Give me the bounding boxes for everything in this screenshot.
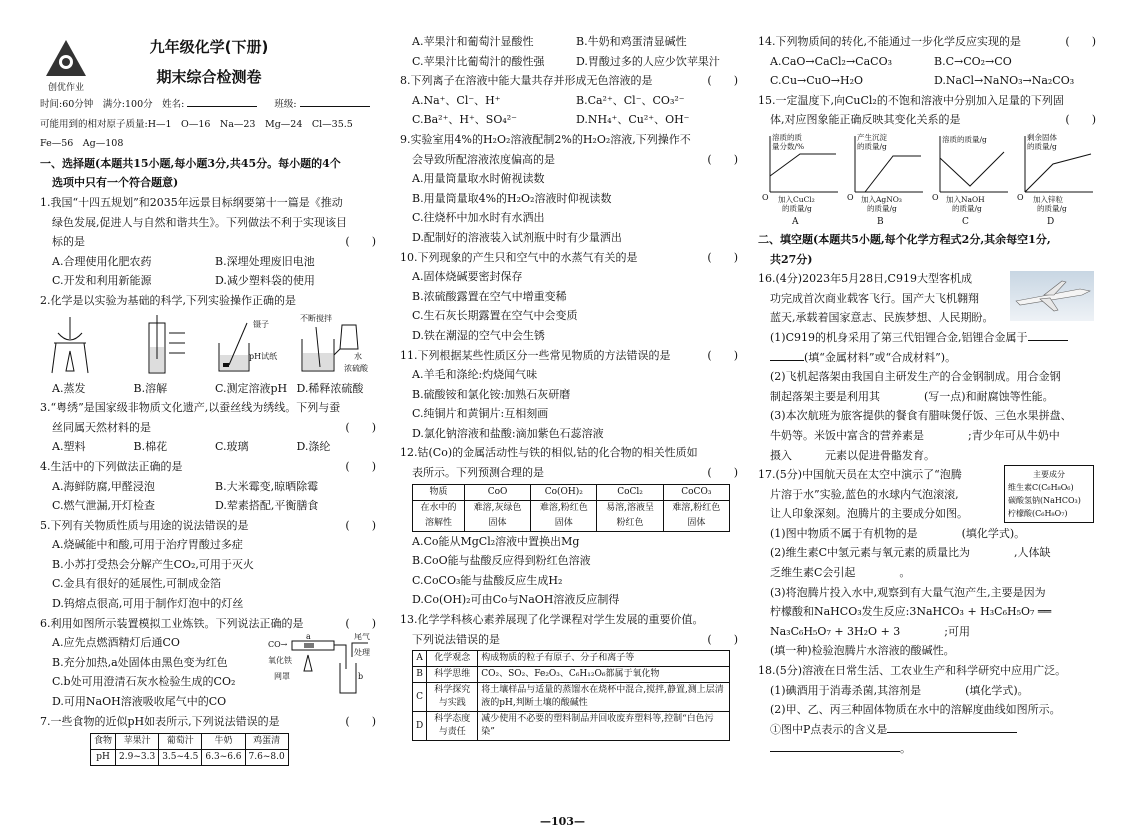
table-cell: 减少使用不必要的塑料制品并回收废弃塑料等,控制“白色污染”	[478, 712, 730, 741]
q17-line-8: 柠檬酸和NaHCO₃发生反应:3NaHCO₃ + H₃C₆H₅O₇ ══	[770, 605, 1052, 619]
table-row	[413, 500, 730, 516]
table-row	[413, 683, 730, 712]
q3-option-b[interactable]: B.棉花	[133, 440, 168, 454]
table-row	[413, 651, 730, 667]
graph-a-letter: A	[792, 216, 799, 227]
q4-stem-text: 4.生活中的下列做法正确的是	[40, 459, 183, 473]
q12-stem-2	[400, 463, 740, 483]
q14-stem	[758, 32, 1098, 52]
q8-option-d[interactable]: D.NH₄⁺、Cu²⁺、OH⁻	[576, 113, 690, 127]
graph-d-letter: D	[1047, 216, 1055, 227]
q6-option-d[interactable]: D.可用NaOH溶液吸收尾气中的CO	[52, 695, 227, 709]
section1-title-2: 选项中只有一个符合题意)	[52, 176, 179, 190]
q10-option-d[interactable]: D.铁在潮湿的空气中会生锈	[412, 328, 545, 342]
graph-b-ylabel: 产生沉淀	[857, 132, 887, 142]
q16-line-4-text: (1)C919的机身采用了第三代铝锂合金,铝锂合金属于	[770, 330, 1028, 344]
effervescent-ingredients-box	[1004, 465, 1094, 523]
exam-info	[40, 94, 378, 115]
q15-stem-2-text: 体,对应图象能正确反映其变化关系的是	[770, 113, 961, 127]
q7-options-ab	[400, 32, 740, 52]
title-exam: 期末综合检测卷	[156, 68, 262, 86]
q6-option-c[interactable]: C.b处可用澄清石灰水检验生成的CO₂	[52, 675, 236, 689]
table-cell: 科学探究与实践	[427, 683, 478, 712]
table-cell: 在水中的	[413, 500, 465, 516]
q5-stem-text: 5.下列有关物质性质与用途的说法错误的是	[40, 518, 249, 532]
q7-option-d[interactable]: D.胃酸过多的人应少饮苹果汁	[576, 54, 720, 68]
q9-stem-2	[400, 150, 740, 170]
q3-option-a[interactable]: A.塑料	[52, 440, 86, 454]
graph-c-xlabel-2: 的质量/g	[952, 203, 982, 213]
graph-b-origin: O	[847, 192, 854, 202]
q4-option-a[interactable]: A.海鲜防腐,甲醛浸泡	[52, 479, 155, 493]
q13-stem-2-text: 下列说法错误的是	[412, 632, 500, 646]
q2-stem: 2.化学是以实验为基础的科学,下列实验操作正确的是	[40, 293, 296, 307]
graph-a-origin: O	[762, 192, 769, 202]
q12-cobalt-table	[412, 484, 730, 532]
q16-line-2: 功完成首次商业载客飞行。国产大飞机翱翔	[770, 291, 979, 305]
exam-info-text: 时间:60分钟 满分:100分 姓名:	[40, 99, 185, 110]
graph-a[interactable]	[758, 132, 843, 228]
evaporation-icon	[40, 313, 120, 377]
q7-options-cd	[400, 52, 740, 72]
table-cell: 科学态度与责任	[427, 712, 478, 741]
tail-gas-treatment-label: 处理	[354, 648, 370, 658]
q7-stem	[40, 712, 378, 732]
q7-ph-table	[90, 733, 289, 766]
q18-blank-p[interactable]	[887, 720, 1017, 733]
q16-line-4	[758, 328, 1098, 348]
graph-c-letter: C	[962, 216, 969, 227]
q1-option-d[interactable]: D.减少塑料袋的使用	[215, 274, 315, 288]
q8-option-a[interactable]: A.Na⁺、Cl⁻、H⁺	[412, 93, 501, 107]
q15-stem-2	[758, 110, 1098, 130]
ingredient-sodium-bicarbonate: 碳酸氢钠(NaHCO₃)	[1008, 496, 1081, 506]
graph-b-plot	[843, 132, 928, 228]
q6-option-a[interactable]: A.应先点燃酒精灯后通CO	[52, 636, 180, 650]
q15-stem-1: 15.一定温度下,向CuCl₂的不饱和溶液中分别加入足量的下列固	[758, 93, 1064, 107]
q14-stem-text: 14.下列物质间的转化,不能通过一步化学反应实现的是	[758, 35, 1021, 48]
section2-title-1: 二、填空题(本题共5小题,每个化学方程式2分,其余每空1分,	[758, 232, 1051, 246]
q6-stem-text: 6.利用如图所示装置模拟工业炼铁。下列说法正确的是	[40, 616, 304, 630]
table-row	[413, 712, 730, 741]
co-inlet-label: CO→	[268, 640, 288, 650]
table-header: 鸡蛋清	[245, 734, 288, 750]
logo-text: 创优作业	[47, 83, 85, 93]
q11-option-d[interactable]: D.氯化钠溶液和盐酸:滴加紫色石蕊溶液	[412, 426, 604, 440]
table-cell: 固体	[464, 516, 530, 532]
q9-answer-paren[interactable]: ( )	[707, 152, 738, 166]
table-cell: 化学观念	[427, 651, 478, 667]
graph-b[interactable]	[843, 132, 928, 228]
graph-a-ylabel: 溶质的质	[772, 132, 802, 142]
q1-option-b[interactable]: B.深埋处理废旧电池	[215, 254, 315, 268]
q4-option-c[interactable]: C.燃气泄漏,开灯检查	[52, 499, 156, 513]
q2-option-b[interactable]: B.溶解	[133, 381, 168, 395]
ingredient-citric-acid: 柠檬酸(C₆H₈O₇)	[1008, 509, 1068, 519]
q1-option-a[interactable]: A.合理使用化肥农药	[52, 254, 152, 268]
name-blank[interactable]	[187, 94, 257, 107]
table-cell: 粉红色	[597, 516, 663, 532]
graph-d-xlabel-2: 的质量/g	[1037, 203, 1067, 213]
q17-line-4: (1)图中物质不属于有机物的是 (填化学式)。	[770, 526, 1026, 540]
table-row	[91, 734, 289, 750]
stirring-label: 不断搅拌	[299, 313, 332, 323]
graph-d-plot	[1013, 132, 1098, 228]
iron-smelting-apparatus-icon	[268, 633, 378, 711]
table-cell: A	[413, 651, 427, 667]
q3-answer-paren[interactable]: ( )	[345, 420, 376, 434]
table-header: CoO	[464, 484, 530, 500]
tail-gas-label: 尾气	[354, 633, 370, 642]
graph-d-xlabel: 加入锌粒	[1033, 194, 1063, 204]
graph-c-plot	[928, 132, 1013, 228]
q8-stem-text: 8.下列离子在溶液中能大量共存并形成无色溶液的是	[400, 74, 653, 88]
q12-option-b[interactable]: B.CoO能与盐酸反应得到粉红色溶液	[412, 554, 591, 568]
q1-stem-2: 绿色发展,促进人与自然和谐共生》。下列做法不利于实现该目	[52, 215, 347, 229]
q2-option-d[interactable]: D.稀释浓硫酸	[296, 381, 364, 395]
graph-d-ylabel: 剩余固体	[1027, 132, 1057, 142]
q17-line-1: 17.(5分)中国航天员在太空中演示了“泡腾	[758, 468, 962, 482]
q11-stem-text: 11.下列根据某些性质区分一些常见物质的方法错误的是	[400, 348, 671, 362]
q17-line-10: (填一种)检验泡腾片水溶液的酸碱性。	[770, 644, 955, 658]
q12-option-a[interactable]: A.Co能从MgCl₂溶液中置换出Mg	[412, 534, 580, 548]
q7-option-a[interactable]: A.苹果汁和葡萄汁显酸性	[412, 35, 534, 48]
q13-literacy-table	[412, 650, 730, 741]
q18-line-3: (2)甲、乙、丙三种固体物质在水中的溶解度曲线如图所示。	[770, 703, 1061, 717]
q3-stem-1: 3.“粤绣”是国家级非物质文化遗产,以蚕丝线为绣线。下列与蚕	[40, 401, 341, 415]
table-header: 苹果汁	[116, 734, 159, 750]
q5-option-a[interactable]: A.烧碱能中和酸,可用于治疗胃酸过多症	[52, 538, 243, 552]
exam-header	[40, 32, 378, 94]
q10-stem-text: 10.下列现象的产生只和空气中的水蒸气有关的是	[400, 250, 638, 264]
graph-b-ylabel-2: 的质量/g	[857, 141, 887, 151]
tweezers-label: 镊子	[253, 319, 269, 329]
graph-a-xlabel: 加入CuCl₂	[778, 194, 815, 204]
q14-option-d[interactable]: D.NaCl→NaNO₃→Na₂CO₃	[934, 74, 1075, 88]
q10-option-c[interactable]: C.生石灰长期露置在空气中会变质	[412, 309, 578, 323]
q7-option-c[interactable]: C.苹果汁比葡萄汁的酸性强	[412, 54, 545, 68]
graph-c-xlabel: 加入NaOH	[946, 194, 985, 204]
q5-option-b[interactable]: B.小苏打受热会分解产生CO₂,可用于灭火	[52, 557, 254, 571]
q16-line-3: 蓝天,承载着国家意志、民族梦想、人民期盼。	[770, 311, 994, 325]
q12-option-d[interactable]: D.Co(OH)₂可由Co与NaOH溶液反应制得	[412, 593, 620, 607]
q5-stem	[40, 516, 378, 536]
table-header: 牛奶	[202, 734, 245, 750]
table-header: CoCO₃	[663, 484, 729, 500]
q4-options-ab	[40, 477, 378, 497]
q9-option-c[interactable]: C.往烧杯中加水时有水洒出	[412, 211, 545, 225]
table-cell: D	[413, 712, 427, 741]
class-label: 班级:	[274, 99, 297, 110]
q13-stem-1: 13.化学学科核心素养展现了化学课程对学生发展的重要价值。	[400, 613, 704, 627]
q1-stem-3-text: 标的是	[52, 235, 85, 249]
q18-line-2: (1)碘酒用于消毒杀菌,其溶剂是 (填化学式)。	[770, 683, 1029, 697]
q4-option-d[interactable]: D.荤素搭配,平衡膳食	[215, 499, 319, 513]
table-cell: 科学思维	[427, 667, 478, 683]
q5-option-d[interactable]: D.钨熔点很高,可用于制作灯泡中的灯丝	[52, 597, 244, 611]
q4-stem	[40, 457, 378, 477]
q16-blank-1[interactable]	[1028, 328, 1068, 341]
table-cell: 难溶,粉红色	[531, 500, 597, 516]
table-header: CoCl₂	[597, 484, 663, 500]
figure-ph-test	[209, 313, 294, 377]
graph-d-origin: O	[1017, 192, 1024, 202]
table-cell: 构成物质的粒子有原子、分子和离子等	[478, 651, 730, 667]
q14-option-b[interactable]: B.C→CO₂→CO	[934, 54, 1012, 68]
q1-option-c[interactable]: C.开发和利用新能源	[52, 274, 152, 288]
q17-line-7: (3)将泡腾片投入水中,观察到有大量气泡产生,主要是因为	[770, 585, 1046, 599]
c919-plane-image	[1010, 271, 1094, 321]
q11-answer-paren[interactable]: ( )	[707, 348, 738, 362]
graph-c[interactable]	[928, 132, 1013, 228]
q16-line-6: (2)飞机起落架由我国自主研发生产的合金钢制成。用合金钢	[770, 370, 1061, 384]
point-a-label: a	[306, 633, 311, 642]
q11-stem	[400, 346, 740, 366]
graph-a-xlabel-2: 的质量/g	[782, 203, 812, 213]
table-cell: 固体	[663, 516, 729, 532]
water-label: 水	[353, 351, 362, 361]
ph-paper-label: pH试纸	[249, 351, 278, 361]
q11-option-a[interactable]: A.羊毛和涤纶:灼烧闻气味	[412, 368, 538, 382]
graph-b-xlabel: 加入AgNO₃	[861, 194, 902, 204]
q6-answer-paren[interactable]: ( )	[345, 616, 376, 630]
q8-options-ab	[400, 91, 740, 111]
q6-option-b[interactable]: B.充分加热,a处固体由黑色变为红色	[52, 655, 228, 669]
q4-option-b[interactable]: B.大米霉变,晾晒除霉	[215, 479, 319, 493]
q6-block	[40, 633, 378, 711]
table-row	[91, 750, 289, 766]
q16-line-9: 牛奶等。米饭中富含的营养素是 ;青少年可从牛奶中	[770, 428, 1060, 442]
q16-line-7: 制起落架主要是利用其 (写一点)和耐腐蚀等性能。	[770, 389, 1054, 403]
q1-options-ab	[40, 252, 378, 272]
atomic-masses-2: Fe—56 Ag—108	[40, 138, 124, 150]
iron-oxide-label: 氧化铁	[268, 656, 292, 666]
q15-answer-paren[interactable]: ( )	[1065, 113, 1096, 127]
q17-line-5: (2)维生素C中氢元素与氧元素的质量比为 ,人体缺	[770, 546, 1051, 560]
ingredients-title: 主要成分	[1033, 470, 1065, 480]
q3-option-c[interactable]: C.玻璃	[215, 440, 249, 454]
table-cell: 易溶,溶液呈	[597, 500, 663, 516]
table-header: Co(OH)₂	[531, 484, 597, 500]
q2-option-c[interactable]: C.测定溶液pH	[215, 381, 288, 395]
graph-d-ylabel-2: 的质量/g	[1027, 141, 1057, 151]
q17-line-3: 让人印象深刻。泡腾片的主要成分如图。	[770, 507, 968, 521]
q9-option-a[interactable]: A.用量筒量取水时俯视读数	[412, 172, 545, 186]
column-left	[40, 32, 378, 766]
table-cell: pH	[91, 750, 116, 766]
q7-answer-paren[interactable]: ( )	[345, 714, 376, 728]
ingredient-vitamin-c: 维生素C(C₆H₈O₆)	[1008, 483, 1074, 493]
figure-dilution	[294, 313, 379, 377]
page-number: —103—	[540, 815, 585, 828]
q16-line-8: (3)本次航班为旅客提供的餐食有腊味煲仔饭、三色水果拼盘、	[770, 409, 1072, 423]
q18-line-5: 。	[758, 739, 1098, 759]
q1-stem-1: 1.我国“十四五规划”和2035年远景目标纲要第十一篇是《推动	[40, 195, 343, 209]
net-cover-label: 网罩	[274, 672, 290, 682]
q1-answer-paren[interactable]: ( )	[345, 235, 376, 249]
q4-answer-paren[interactable]: ( )	[345, 459, 376, 473]
section1-title-1: 一、选择题(本题共15小题,每小题3分,共45分。每小题的4个	[40, 156, 341, 170]
graph-c-ylabel: 溶质的质量/g	[942, 134, 987, 144]
dilution-icon	[294, 313, 378, 377]
q18-line-4-text: ①图中P点表示的含义是	[770, 722, 888, 736]
table-header: 物质	[413, 484, 465, 500]
table-row	[413, 516, 730, 532]
table-cell: 将土壤样品与适量的蒸馏水在烧杯中混合,搅拌,静置,测上层清液的pH,判断土壤的酸碱性	[478, 683, 730, 712]
class-blank[interactable]	[300, 94, 370, 107]
table-cell: 难溶,粉红色	[663, 500, 729, 516]
q11-option-b[interactable]: B.硫酸铵和氯化铵:加熟石灰研磨	[412, 387, 571, 401]
q18-line-1: 18.(5分)溶液在日常生活、工农业生产和科学研究中应用广泛。	[758, 664, 1067, 678]
q16-line-5	[758, 348, 1098, 368]
figure-dissolving	[125, 313, 210, 377]
graph-c-origin: O	[932, 192, 939, 202]
q10-option-a[interactable]: A.固体烧碱要密封保存	[412, 270, 523, 284]
q13-answer-paren[interactable]: ( )	[707, 632, 738, 646]
q16-line-5-text: (填“金属材料”或“合成材料”)。	[804, 350, 957, 364]
q16-line-10: 摄入 元素以促进骨骼发育。	[770, 448, 935, 462]
table-cell: 固体	[531, 516, 597, 532]
title-grade: 九年级化学(下册)	[149, 38, 269, 56]
q8-option-b[interactable]: B.Ca²⁺、Cl⁻、CO₃²⁻	[576, 93, 685, 107]
q12-stem-2-text: 表所示。下列预测合理的是	[412, 466, 544, 480]
table-cell: 3.5~4.5	[159, 750, 202, 766]
q3-stem-2	[40, 418, 378, 438]
q3-stem-2-text: 丝同属天然材料的是	[52, 420, 151, 434]
graph-a-plot	[758, 132, 843, 228]
airplane-icon	[1010, 271, 1094, 321]
q8-answer-paren[interactable]: ( )	[707, 74, 738, 88]
column-right	[758, 32, 1098, 759]
q7-stem-text: 7.一些食物的近似pH如表所示,下列说法错误的是	[40, 714, 280, 728]
dissolving-icon	[125, 313, 205, 377]
q17-line-6: 乏维生素C会引起 。	[770, 566, 911, 580]
graph-b-xlabel-2: 的质量/g	[867, 203, 897, 213]
q11-option-c[interactable]: C.纯铜片和黄铜片:互相刻画	[412, 407, 549, 421]
q5-answer-paren[interactable]: ( )	[345, 518, 376, 532]
conc-acid-label: 浓硫酸	[343, 363, 368, 373]
q17-line-2: 片溶于水”实验,蓝色的水球内气泡滚滚,	[770, 487, 959, 501]
ph-test-icon	[209, 313, 289, 377]
table-cell: B	[413, 667, 427, 683]
q8-stem	[400, 71, 740, 91]
q14-option-c[interactable]: C.Cu→CuO→H₂O	[770, 74, 863, 88]
point-b-label: b	[358, 672, 364, 682]
q16-block	[758, 269, 1098, 465]
q10-stem	[400, 248, 740, 268]
table-header: 葡萄汁	[159, 734, 202, 750]
section2-title-2: 共27分)	[770, 252, 813, 266]
table-cell: 7.6~8.0	[245, 750, 288, 766]
q14-answer-paren[interactable]: ( )	[1065, 35, 1096, 48]
table-header: 食物	[91, 734, 116, 750]
atomic-masses-1: 可能用到的相对原子质量:H—1 O—16 Na—23 Mg—24 Cl—35.5	[40, 118, 353, 130]
q14-options-ab	[758, 52, 1098, 72]
q18-blank-p2[interactable]	[770, 739, 900, 752]
q10-answer-paren[interactable]: ( )	[707, 250, 738, 264]
q9-stem-2-text: 会导致所配溶液浓度偏高的是	[412, 152, 555, 166]
table-cell: C	[413, 683, 427, 712]
table-row	[413, 484, 730, 500]
q8-options-cd	[400, 110, 740, 130]
graph-a-ylabel-2: 量分数/%	[772, 141, 805, 151]
q13-stem-2	[400, 630, 740, 650]
q3-options	[40, 437, 378, 457]
q2-apparatus-figures	[40, 313, 378, 377]
column-middle	[400, 32, 740, 741]
q17-block	[758, 465, 1098, 661]
graph-d[interactable]	[1013, 132, 1098, 228]
q1-stem-3	[40, 232, 378, 252]
table-cell: 6.3~6.6	[202, 750, 245, 766]
graph-b-letter: B	[877, 216, 884, 227]
table-cell: 难溶,灰绿色	[464, 500, 530, 516]
q3-option-d[interactable]: D.涤纶	[296, 440, 331, 454]
q5-option-c[interactable]: C.金具有很好的延展性,可制成金箔	[52, 577, 222, 591]
table-cell: CO₂、SO₂、Fe₂O₃、C₆H₁₂O₆都属于氧化物	[478, 667, 730, 683]
q9-option-b[interactable]: B.用量筒量取4%的H₂O₂溶液时仰视读数	[412, 191, 612, 205]
table-row	[413, 667, 730, 683]
q16-line-1: 16.(4分)2023年5月28日,C919大型客机成	[758, 272, 972, 286]
q2-options	[40, 379, 378, 399]
q17-line-9: Na₃C₆H₅O₇ + 3H₂O + 3 ;可用	[770, 624, 970, 638]
q12-stem-1: 12.钴(Co)的金属活动性与铁的相似,钴的化合物的相关性质如	[400, 446, 698, 460]
q6-stem	[40, 614, 378, 634]
q8-option-c[interactable]: C.Ba²⁺、H⁺、SO₄²⁻	[412, 113, 517, 127]
q7-option-b[interactable]: B.牛奶和鸡蛋清显碱性	[576, 35, 687, 48]
q16-blank-1b[interactable]	[770, 348, 804, 361]
q10-option-b[interactable]: B.浓硫酸露置在空气中增重变稀	[412, 289, 567, 303]
q12-option-c[interactable]: C.CoCO₃能与盐酸反应生成H₂	[412, 573, 563, 587]
q9-stem-1: 9.实验室用4%的H₂O₂溶液配制2%的H₂O₂溶液,下列操作不	[400, 132, 691, 146]
table-cell: 2.9~3.3	[116, 750, 159, 766]
q1-options-cd	[40, 271, 378, 291]
table-cell: 溶解性	[413, 516, 465, 532]
q2-option-a[interactable]: A.蒸发	[52, 381, 86, 395]
q14-option-a[interactable]: A.CaO→CaCl₂→CaCO₃	[770, 54, 893, 68]
q18-line-4	[758, 720, 1098, 740]
q4-options-cd	[40, 496, 378, 516]
q9-option-d[interactable]: D.配制好的溶液装入试剂瓶中时有少量洒出	[412, 230, 622, 244]
q12-answer-paren[interactable]: ( )	[707, 466, 738, 480]
q14-options-cd	[758, 71, 1098, 91]
q15-graphs	[758, 132, 1098, 228]
figure-evaporation	[40, 313, 125, 377]
